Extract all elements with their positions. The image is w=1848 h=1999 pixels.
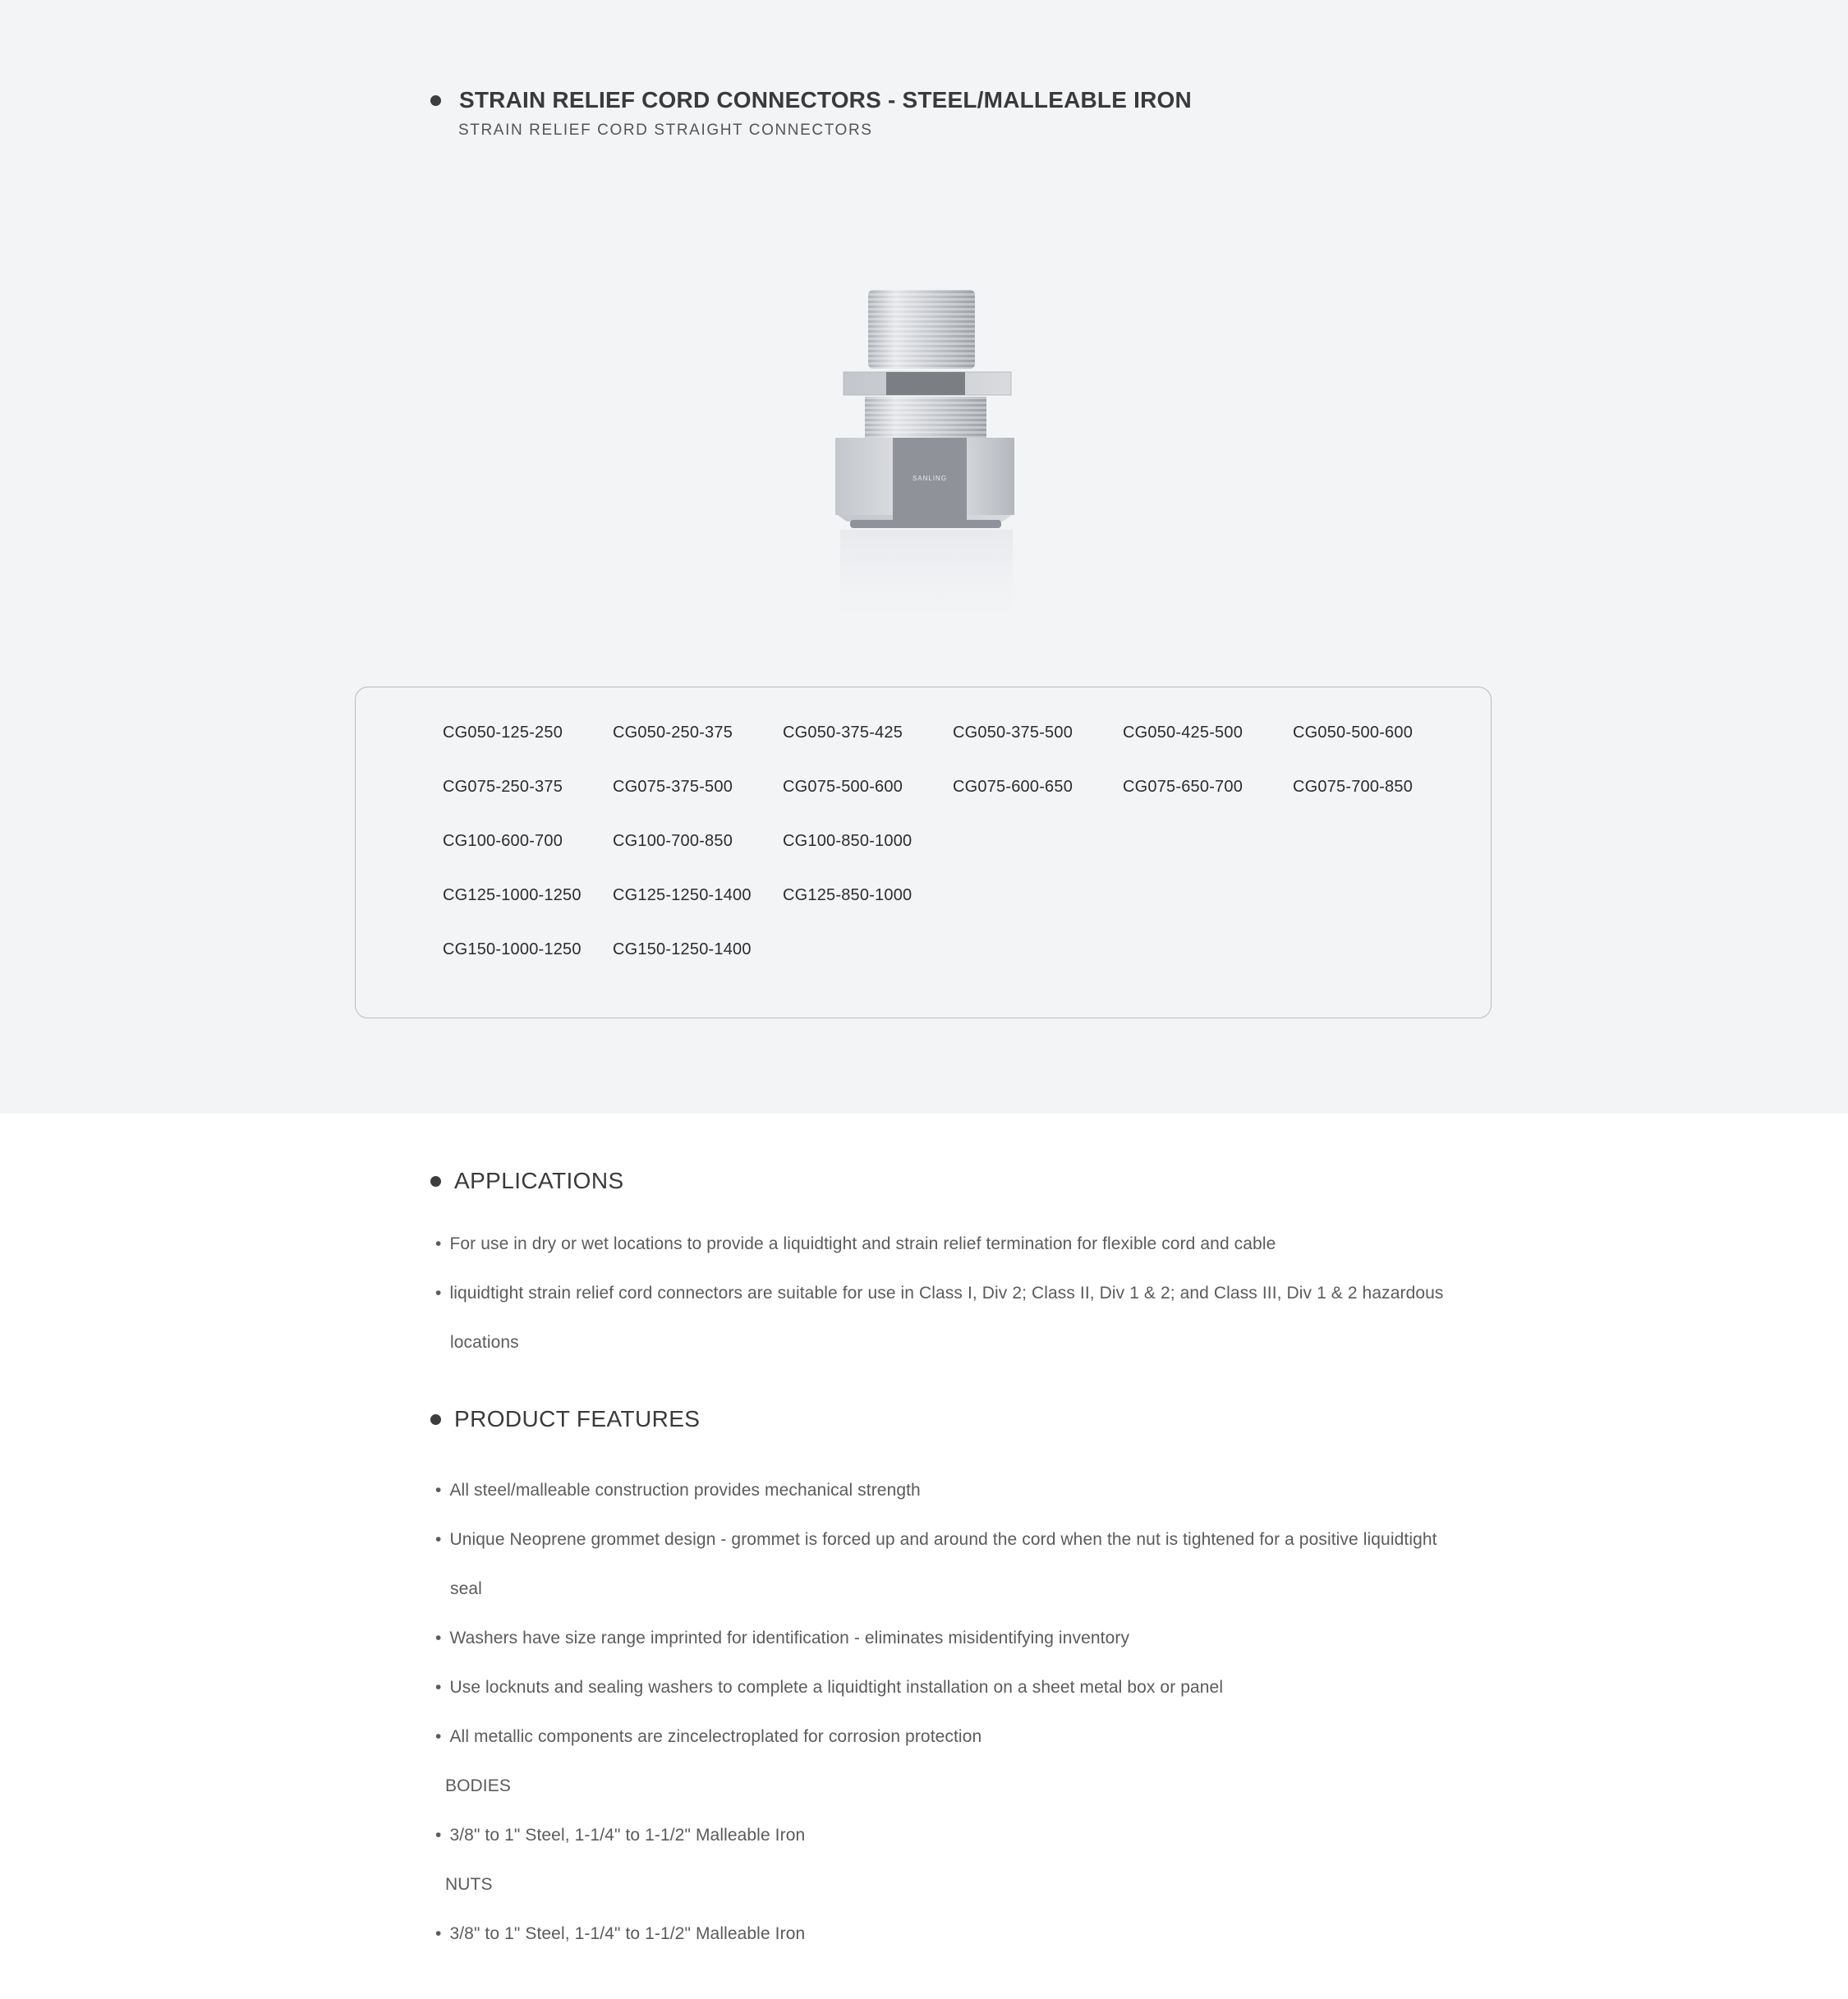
model-number[interactable]: CG050-425-500 bbox=[1123, 724, 1243, 742]
model-empty-cell bbox=[1123, 940, 1293, 995]
model-number[interactable]: CG050-250-375 bbox=[613, 724, 733, 742]
title-bullet-icon bbox=[430, 95, 441, 106]
nuts-label: NUTS bbox=[445, 1875, 493, 1894]
model-number[interactable]: CG100-700-850 bbox=[613, 832, 733, 850]
product-title-row bbox=[430, 87, 1192, 113]
model-number[interactable]: CG125-850-1000 bbox=[783, 886, 913, 904]
cord-connector-image bbox=[817, 283, 1031, 645]
model-empty-cell bbox=[953, 940, 1123, 995]
model-list-box bbox=[355, 687, 1492, 1018]
feature-line: • Unique Neoprene grommet design - grommet is forced up and around the cord when the nut is tightened for a positive liquidtight bbox=[435, 1530, 1437, 1549]
applications-line: • liquidtight strain relief cord connectors are suitable for use in Class I, Div 2; Class II, Div 1 & 2; and Class III, Div 1 & 2 hazardous bbox=[435, 1284, 1444, 1303]
model-empty-cell bbox=[953, 886, 1123, 940]
applications-bullet-icon bbox=[430, 1176, 441, 1187]
applications-heading-row bbox=[430, 1168, 624, 1194]
bodies-label: BODIES bbox=[445, 1776, 511, 1795]
model-number[interactable]: CG075-700-850 bbox=[1293, 778, 1414, 796]
model-number[interactable]: CG125-1250-1400 bbox=[613, 886, 752, 904]
model-number[interactable]: CG125-1000-1250 bbox=[443, 886, 582, 904]
feature-line: • Use locknuts and sealing washers to complete a liquidtight installation on a sheet metal box or panel bbox=[435, 1678, 1224, 1697]
feature-line: • Washers have size range imprinted for identification - eliminates misidentifying inventory bbox=[435, 1629, 1130, 1647]
model-number[interactable]: CG075-250-375 bbox=[443, 778, 563, 796]
feature-line: • All steel/malleable construction provides mechanical strength bbox=[435, 1481, 921, 1500]
features-title: PRODUCT FEATURES bbox=[454, 1406, 701, 1431]
feature-line-continued: seal bbox=[450, 1579, 482, 1598]
model-number[interactable]: CG075-375-500 bbox=[613, 778, 733, 796]
model-number[interactable]: CG100-600-700 bbox=[443, 832, 563, 850]
feature-line: • 3/8" to 1" Steel, 1-1/4" to 1-1/2" Malleable Iron bbox=[435, 1826, 806, 1845]
feature-line: • All metallic components are zincelectroplated for corrosion protection bbox=[435, 1727, 982, 1746]
model-empty-cell bbox=[1293, 832, 1463, 886]
model-empty-cell bbox=[1293, 886, 1463, 940]
model-number[interactable]: CG050-500-600 bbox=[1293, 724, 1414, 742]
applications-title: APPLICATIONS bbox=[454, 1168, 624, 1193]
model-number[interactable]: CG075-500-600 bbox=[783, 778, 903, 796]
brand-label: SANLING bbox=[912, 475, 948, 482]
model-empty-cell bbox=[783, 940, 953, 995]
model-number[interactable]: CG050-375-500 bbox=[953, 724, 1073, 742]
model-number[interactable]: CG050-375-425 bbox=[783, 724, 903, 742]
features-bullet-icon bbox=[430, 1414, 441, 1425]
features-heading-row bbox=[430, 1406, 700, 1432]
model-number[interactable]: CG075-650-700 bbox=[1123, 778, 1243, 796]
model-empty-cell bbox=[1123, 832, 1293, 886]
applications-line: • For use in dry or wet locations to provide a liquidtight and strain relief termination for flexible cord and cable bbox=[435, 1234, 1276, 1253]
model-empty-cell bbox=[1123, 886, 1293, 940]
feature-line: • 3/8" to 1" Steel, 1-1/4" to 1-1/2" Malleable Iron bbox=[435, 1924, 806, 1943]
product-image bbox=[817, 283, 1031, 645]
model-grid bbox=[443, 724, 1463, 995]
model-number[interactable]: CG075-600-650 bbox=[953, 778, 1073, 796]
model-number[interactable]: CG150-1250-1400 bbox=[613, 940, 752, 958]
product-subtitle: STRAIN RELIEF CORD STRAIGHT CONNECTORS bbox=[458, 122, 873, 139]
model-empty-cell bbox=[1293, 940, 1463, 995]
model-number[interactable]: CG150-1000-1250 bbox=[443, 940, 582, 958]
model-empty-cell bbox=[953, 832, 1123, 886]
model-number[interactable]: CG100-850-1000 bbox=[783, 832, 913, 850]
product-title: STRAIN RELIEF CORD CONNECTORS - STEEL/MALLEABLE IRON bbox=[459, 87, 1192, 113]
model-number[interactable]: CG050-125-250 bbox=[443, 724, 563, 742]
applications-line-continued: locations bbox=[450, 1333, 519, 1352]
